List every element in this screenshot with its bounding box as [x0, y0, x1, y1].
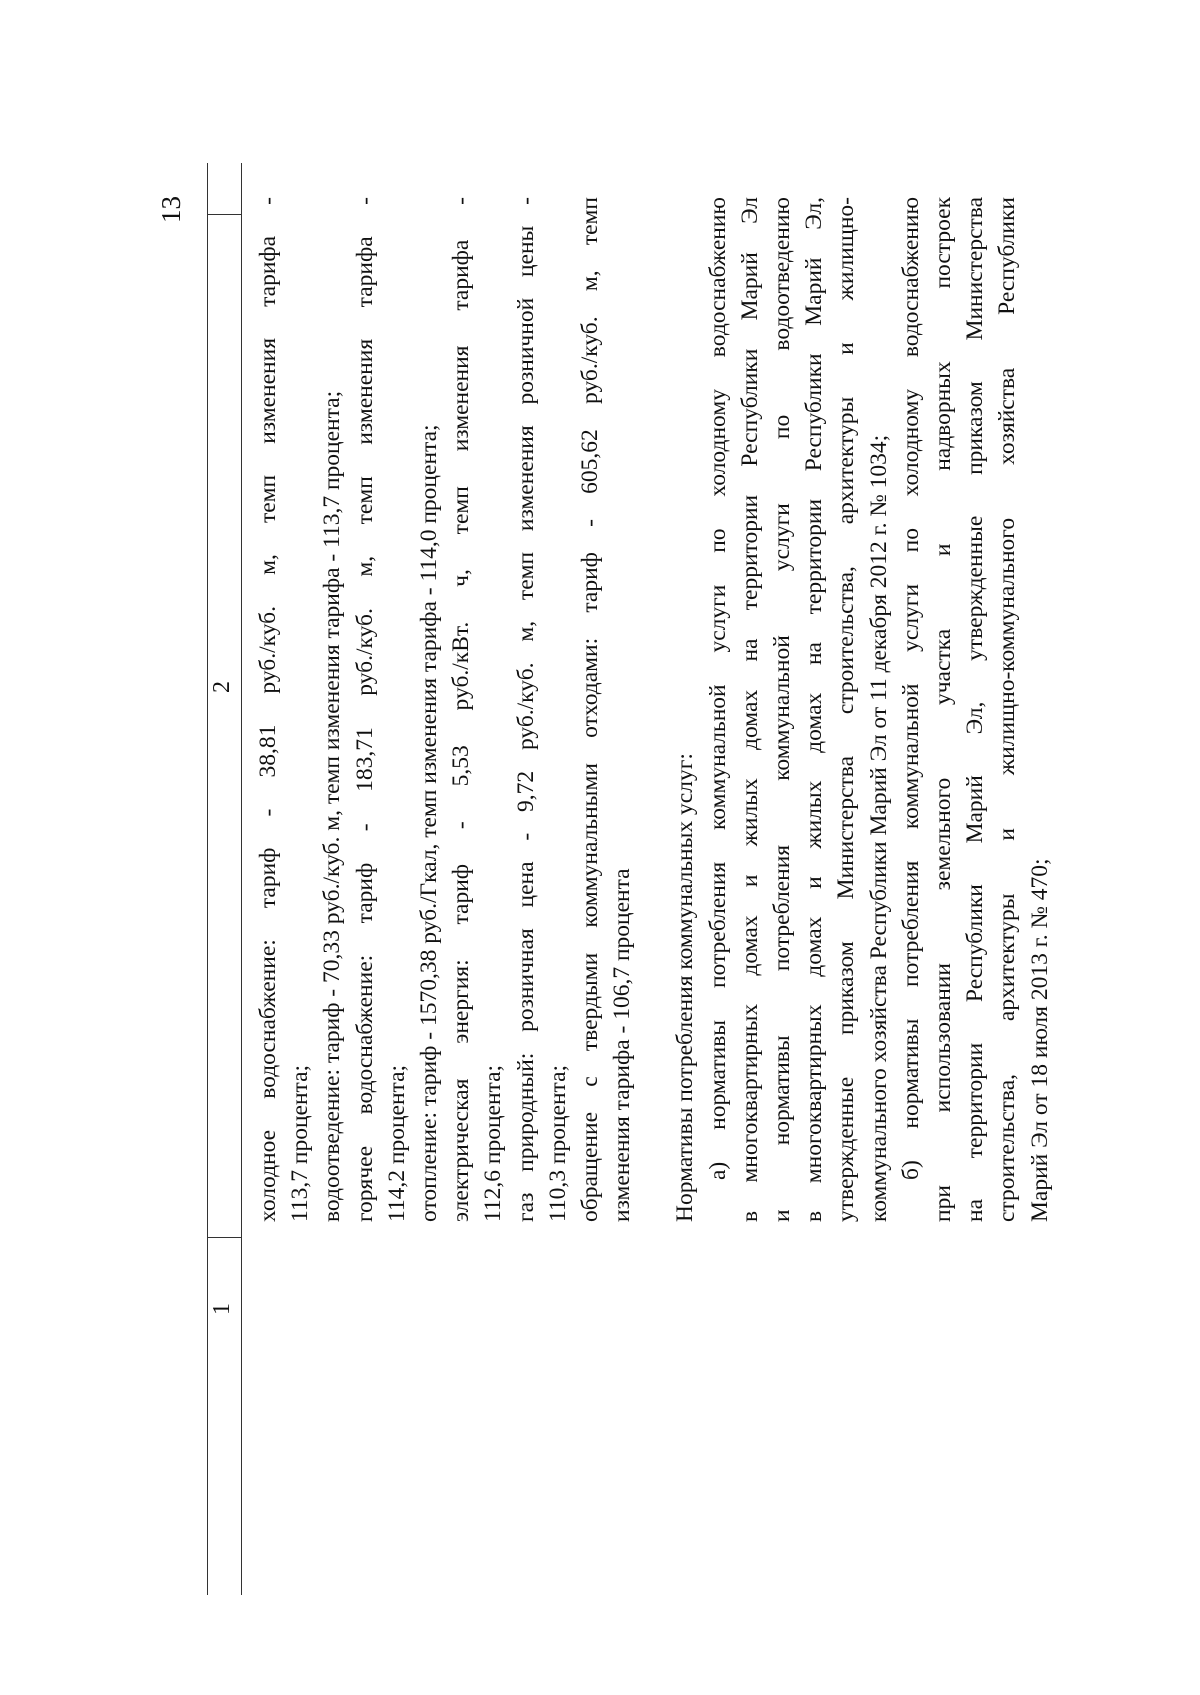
norms-line: на территории Республики Марий Эл, утвержденные приказом Министерства [962, 197, 989, 1222]
table-column-divider-right [207, 214, 241, 215]
norms-line: в многоквартирных домах и жилых домах на территории Республики Марий Эл, [801, 197, 828, 1222]
paragraph-gap [638, 197, 669, 1222]
table-header-col1: 1 [209, 1303, 235, 1315]
tariff-item [349, 197, 413, 1222]
tariff-item [510, 197, 574, 1222]
tariff-line: 112,6 процента; [480, 1064, 507, 1222]
tariff-item [445, 197, 509, 1222]
norms-line: в многоквартирных домах и жилых домах на территории Республики Марий Эл [736, 197, 763, 1222]
tariff-item [574, 197, 638, 1222]
tariff-list [252, 197, 638, 1222]
norms-line: Марий Эл от 18 июля 2013 г. № 470; [1026, 858, 1053, 1222]
norms-item-b [895, 197, 1056, 1222]
norms-line: утвержденные приказом Министерства строительства, архитектуры и жилищно- [833, 197, 860, 1222]
norms-line: и нормативы потребления коммунальной услуги по водоотведению [769, 197, 796, 1222]
norms-line: коммунального хозяйства Республики Марий Эл от 11 декабря 2012 г. № 1034; [865, 434, 892, 1222]
table-column-2-content [252, 197, 1056, 1222]
norms-item-a [702, 197, 895, 1222]
tariff-item [316, 197, 348, 1222]
norms-line: а) нормативы потребления коммунальной услуги по холодному водоснабжению [704, 197, 731, 1180]
table-top-border [207, 163, 208, 1595]
table-column-divider [207, 1237, 241, 1238]
tariff-line: газ природный: розничная цена - 9,72 руб./куб. м, темп изменения розничной цены - [512, 197, 539, 1222]
page-number: 13 [156, 196, 186, 223]
tariff-item [252, 197, 316, 1222]
tariff-line: электрическая энергия: тариф - 5,53 руб./кВт. ч, темп изменения тарифа - [448, 197, 475, 1222]
tariff-line: 110,3 процента; [544, 1064, 571, 1222]
table-header-border [241, 163, 242, 1595]
tariff-line: водоотведение: тариф - 70,33 руб./куб. м, темп изменения тарифа - 113,7 процента; [319, 390, 346, 1222]
norms-line: строительства, архитектуры и жилищно-коммунального хозяйства Республики [994, 197, 1021, 1222]
norms-line: б) нормативы потребления коммунальной услуги по холодному водоснабжению [897, 197, 924, 1180]
norms-line: при использовании земельного участка и надворных построек [930, 197, 957, 1222]
tariff-line: горячее водоснабжение: тариф - 183,71 руб./куб. м, темп изменения тарифа - [351, 197, 378, 1222]
tariff-line: 113,7 процента; [287, 1064, 314, 1222]
tariff-line: холодное водоснабжение: тариф - 38,81 руб./куб. м, темп изменения тарифа - [255, 197, 281, 1222]
tariff-item [413, 197, 445, 1222]
tariff-line: отопление: тариф - 1570,38 руб./Гкал, темп изменения тарифа - 114,0 процента; [416, 424, 443, 1222]
table-header-col2: 2 [209, 681, 235, 693]
tariff-line: изменения тарифа - 106,7 процента [609, 868, 636, 1222]
tariff-line: 114,2 процента; [383, 1064, 410, 1222]
tariff-line: обращение с твердыми коммунальными отходами: тариф - 605,62 руб./куб. м, темп [577, 197, 604, 1222]
norms-heading: Нормативы потребления коммунальных услуг: [672, 753, 699, 1222]
